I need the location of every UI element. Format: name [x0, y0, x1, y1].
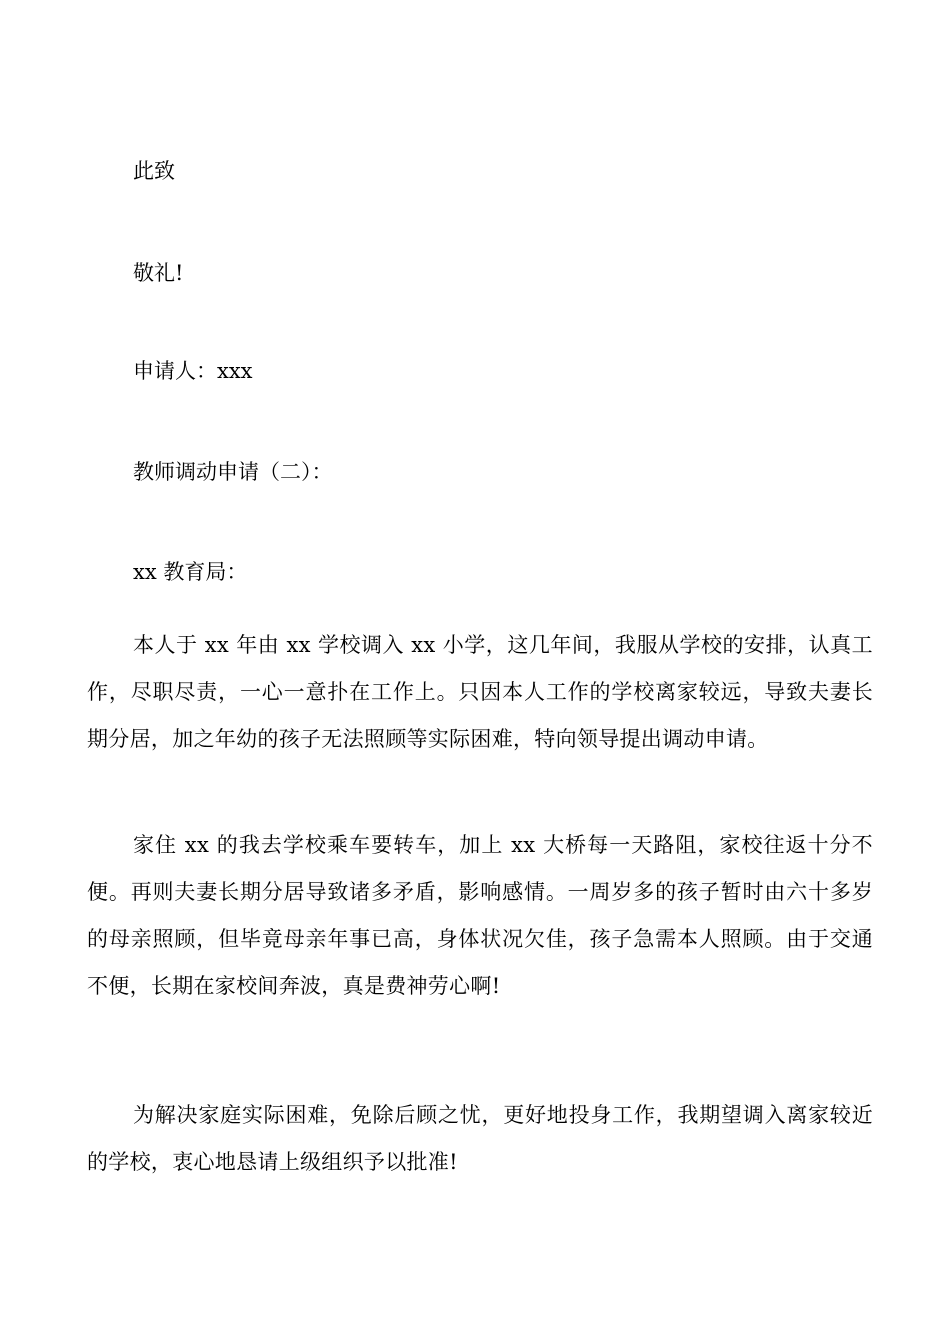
body-paragraph-2: 家住 xx 的我去学校乘车要转车，加上 xx 大桥每一天路阻，家校往返十分不便。再则夫妻长期分居导致诸多矛盾，影响感情。一周岁多的孩子暂时由六十多岁的母亲照顾，但毕竟母亲年事已高，身体状况欠佳，孩子急需本人照顾。由于交通不便，长期在家校间奔波，真是费神劳心啊! — [87, 833, 873, 998]
recipient-line: xx 教育局： — [133, 560, 248, 584]
applicant-signature: 申请人：xxx — [133, 359, 253, 383]
closing-line-2: 敬礼! — [133, 261, 184, 285]
body-paragraph-3: 为解决家庭实际困难，免除后顾之忧，更好地投身工作，我期望调入离家较近的学校，衷心地恳请上级组织予以批准! — [87, 1103, 873, 1174]
closing-line-1: 此致 — [133, 159, 175, 183]
body-paragraph-1: 本人于 xx 年由 xx 学校调入 xx 小学，这几年间，我服从学校的安排，认真工作，尽职尽责，一心一意扑在工作上。只因本人工作的学校离家较远，导致夫妻长期分居，加之年幼的孩子无法照顾等实际困难，特向领导提出调动申请。 — [87, 633, 873, 751]
section-heading: 教师调动申请（二）： — [133, 460, 333, 484]
